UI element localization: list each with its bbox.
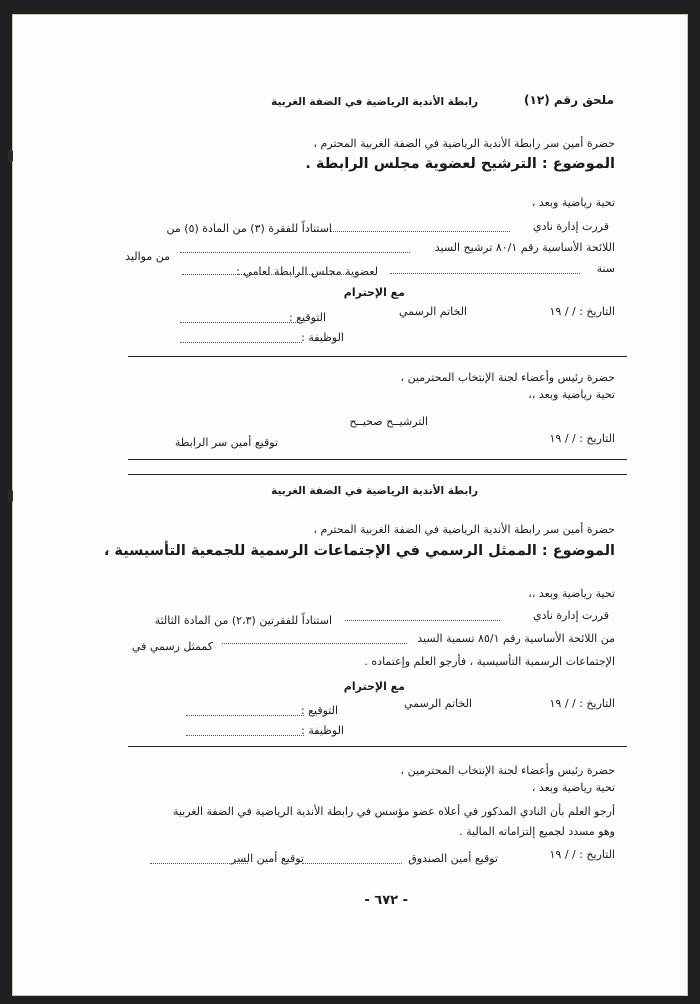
- approval2-greeting: تحية رياضية وبعد ،: [531, 781, 615, 794]
- form2-seal: الخاتم الرسمي: [404, 697, 472, 710]
- form1-signature-field[interactable]: [180, 322, 302, 323]
- form2-signature-field[interactable]: [186, 715, 304, 716]
- section-divider: [128, 474, 627, 475]
- form2-respect: مع الإحترام: [343, 680, 405, 693]
- approval2-date: التاريخ : / / ١٩: [549, 848, 615, 861]
- form2-based-on: استناداً للفقرتين (٢،٣) من المادة الثالثة: [154, 614, 332, 627]
- punch-hole-mark: [8, 490, 13, 502]
- form2-position-label: الوظيفة :: [301, 724, 344, 737]
- form2-representative-name-field[interactable]: [222, 643, 407, 644]
- approval1-addressee: حضرة رئيس وأعضاء لجنة الإنتخاب المحترمين ،: [400, 371, 615, 384]
- form2-meetings: الإجتماعات الرسمية التأسيسية ، فأرجو العلم وإعتماده .: [364, 655, 615, 668]
- approval2-secretary-signature: توقيع أمين السر: [230, 852, 304, 865]
- approval2-secretary-signature-field[interactable]: [150, 863, 248, 864]
- form1-addressee: حضرة أمين سر رابطة الأندية الرياضية في الضفة الغربية المحترم ،: [313, 137, 615, 150]
- form1-year-field[interactable]: [390, 273, 580, 274]
- league-name-mid: رابطة الأندية الرياضية في الضفة الغربية: [271, 485, 478, 497]
- section-divider: [128, 746, 627, 747]
- form1-club-decided: قررت إدارة نادي: [533, 220, 609, 233]
- form2-club-name-field[interactable]: [345, 620, 500, 621]
- page-number: - ٦٧٢ -: [364, 893, 408, 908]
- form1-bylaw: اللائحة الأساسية رقم ٨٠/١ ترشيح السيد: [434, 241, 615, 254]
- form2-representative: كممثل رسمي في: [131, 640, 213, 653]
- form1-candidate-name-field[interactable]: [180, 252, 410, 253]
- approval2-treasurer-signature-field[interactable]: [302, 863, 402, 864]
- form1-seal: الخاتم الرسمي: [399, 305, 467, 318]
- approval1-secretary-signature: توقيع أمين سر الرابطة: [174, 436, 278, 449]
- approval1-nomination-valid: الترشيــح صحيــح: [349, 415, 428, 428]
- approval2-body-line1: أرجو العلم بأن النادي المذكور في أعلاه عضو مؤسس في رابطة الأندية الرياضية في الضفة الغربية: [172, 805, 615, 818]
- form2-date: التاريخ : / / ١٩: [549, 697, 615, 710]
- form1-subject: الموضوع : الترشيح لعضوية مجلس الرابطة .: [305, 156, 615, 172]
- form1-membership: لعضوية مجلس الرابطة لعامي :: [236, 265, 378, 278]
- form1-position-field[interactable]: [180, 342, 302, 343]
- form1-signature-label: التوقيع :: [288, 311, 326, 324]
- form1-year: سنة: [596, 262, 615, 275]
- form2-bylaw: من اللائحة الأساسية رقم ٨٥/١ تسمية السيد: [417, 632, 615, 645]
- section-divider: [128, 459, 627, 460]
- form2-signature-label: التوقيع :: [300, 704, 338, 717]
- form2-greeting: تحية رياضية وبعد ،،: [528, 587, 615, 600]
- form2-club-decided: قررت إدارة نادي: [533, 609, 609, 622]
- form2-subject: الموضوع : الممثل الرسمي في الإجتماعات الرسمية للجمعية التأسيسية ،: [103, 543, 615, 559]
- league-name-header: رابطة الأندية الرياضية في الضفة الغربية: [271, 96, 478, 108]
- approval1-greeting: تحية رياضية وبعد ،،: [528, 388, 615, 401]
- approval2-treasurer-signature: توقيع أمين الصندوق: [408, 852, 498, 865]
- form1-term-field[interactable]: [182, 274, 372, 275]
- annex-label: ملحق رقم (١٢): [524, 93, 614, 107]
- form1-born: من مواليد: [125, 250, 170, 263]
- form2-addressee: حضرة أمين سر رابطة الأندية الرياضية في الضفة الغربية المحترم ،: [313, 523, 615, 536]
- form1-date: التاريخ : / / ١٩: [549, 305, 615, 318]
- approval1-date: التاريخ : / / ١٩: [549, 432, 615, 445]
- form1-greeting: تحية رياضية وبعد ،: [531, 196, 615, 209]
- punch-hole-mark: [8, 150, 13, 162]
- form2-position-field[interactable]: [186, 735, 304, 736]
- section-divider: [128, 356, 627, 357]
- approval2-body-line2: وهو مسدد لجميع إلتزاماته المالية .: [459, 825, 615, 838]
- form1-position-label: الوظيفة :: [301, 331, 344, 344]
- form1-respect: مع الإحترام: [343, 286, 405, 299]
- form1-club-name-field[interactable]: [330, 231, 510, 232]
- form1-based-on: استناداً للفقرة (٣) من المادة (٥) من: [166, 222, 332, 235]
- approval2-addressee: حضرة رئيس وأعضاء لجنة الإنتخاب المحترمين ،: [400, 764, 615, 777]
